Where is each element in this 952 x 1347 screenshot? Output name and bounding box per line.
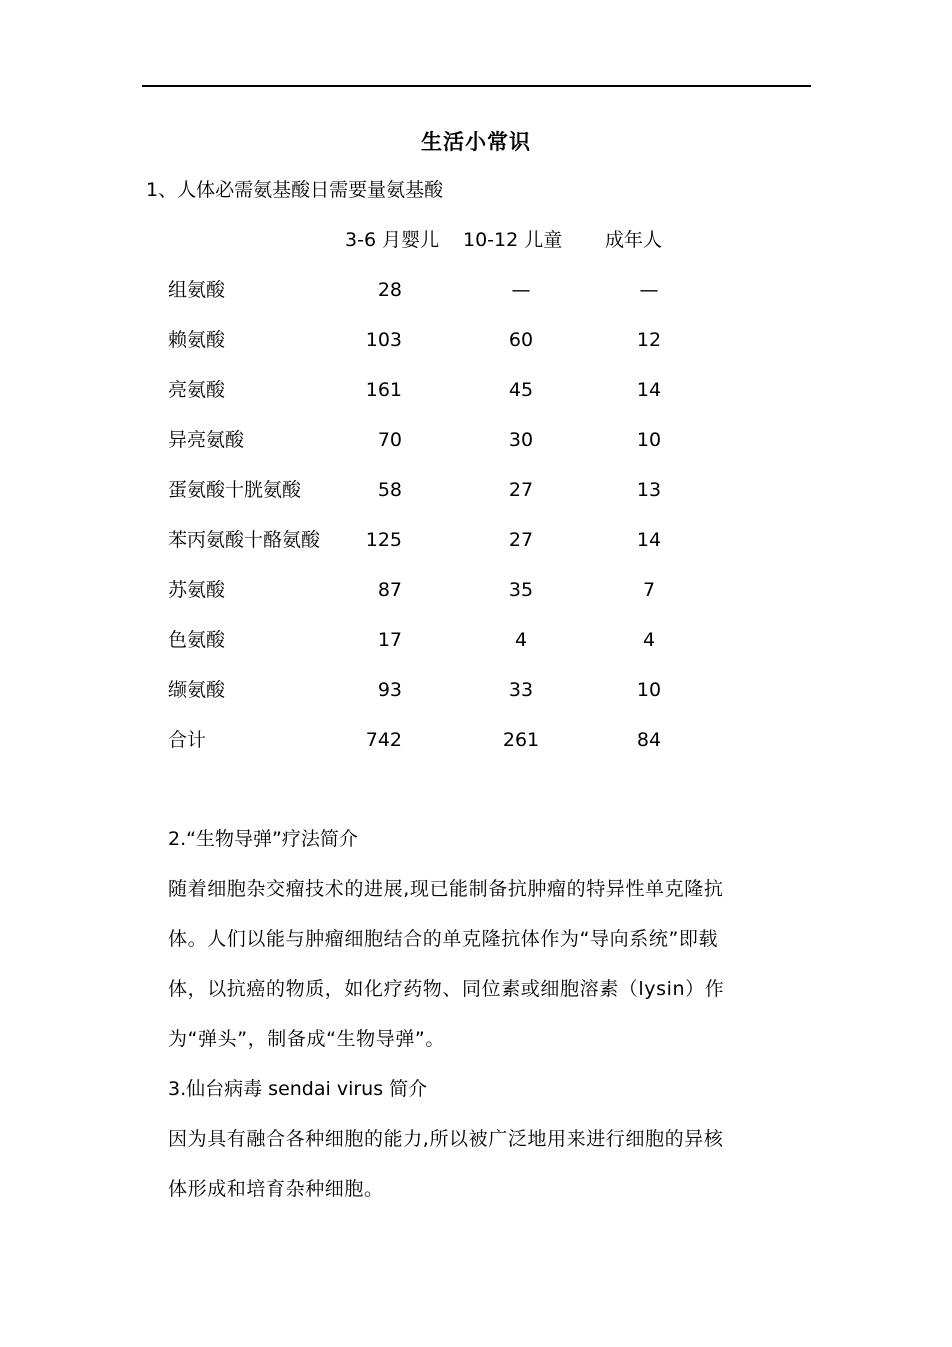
row-child-value: 27: [508, 529, 534, 551]
row-name: 赖氨酸: [168, 329, 226, 351]
section3-paragraph-line: 体形成和培育杂种细胞。: [168, 1178, 384, 1200]
row-infant-value: 28: [377, 279, 402, 301]
section2-paragraph-line: 体，以抗癌的物质，如化疗药物、同位素或细胞溶素（lysin）作: [168, 978, 725, 1000]
row-child-value: 4: [514, 629, 528, 651]
row-child-value: 35: [508, 579, 534, 601]
table-header-infant: 3-6 月婴儿: [345, 229, 440, 251]
row-child-value: 33: [508, 679, 534, 701]
section2-heading: 2.“生物导弹”疗法简介: [168, 828, 358, 850]
row-infant-value: 161: [365, 379, 402, 401]
row-infant-value: 70: [377, 429, 402, 451]
row-name: 亮氨酸: [168, 379, 226, 401]
row-child-value: 60: [508, 329, 534, 351]
row-infant-value: 742: [365, 729, 402, 751]
row-adult-value: 10: [636, 429, 662, 451]
row-adult-value: 84: [636, 729, 662, 751]
row-name: 合计: [168, 729, 207, 751]
row-name: 缬氨酸: [168, 679, 226, 701]
table-header-child: 10-12 儿童: [463, 229, 563, 251]
row-adult-value: 14: [636, 529, 662, 551]
row-adult-value: 10: [636, 679, 662, 701]
row-infant-value: 103: [365, 329, 402, 351]
section1-heading: 1、人体必需氨基酸日需要量氨基酸: [146, 179, 444, 201]
row-name: 组氨酸: [168, 279, 226, 301]
header-rule: [142, 85, 811, 87]
row-adult-value: 7: [642, 579, 656, 601]
row-name: 蛋氨酸十胱氨酸: [168, 479, 302, 501]
row-adult-value: 12: [636, 329, 662, 351]
row-child-value: 30: [508, 429, 534, 451]
row-adult-value: 4: [642, 629, 656, 651]
row-infant-value: 93: [377, 679, 402, 701]
row-infant-value: 58: [377, 479, 402, 501]
table-header-adult: 成年人: [605, 229, 663, 251]
row-infant-value: 17: [377, 629, 402, 651]
section3-paragraph-line: 因为具有融合各种细胞的能力,所以被广泛地用来进行细胞的异核: [168, 1128, 724, 1150]
section2-paragraph-line: 体。人们以能与肿瘤细胞结合的单克隆抗体作为“导向系统”即载: [168, 928, 719, 950]
row-child-value: 261: [502, 729, 540, 751]
row-infant-value: 125: [365, 529, 402, 551]
row-adult-value: 13: [636, 479, 662, 501]
row-adult-value: 14: [636, 379, 662, 401]
row-name: 异亮氨酸: [168, 429, 245, 451]
row-infant-value: 87: [377, 579, 402, 601]
row-name: 苯丙氨酸十酪氨酸: [168, 529, 321, 551]
row-child-value: 45: [508, 379, 534, 401]
section2-paragraph-line: 随着细胞杂交瘤技术的进展,现已能制备抗肿瘤的特异性单克隆抗: [168, 878, 724, 900]
row-child-value: 27: [508, 479, 534, 501]
row-adult-value: —: [639, 279, 659, 301]
section3-heading: 3.仙台病毒 sendai virus 简介: [168, 1078, 428, 1100]
row-name: 苏氨酸: [168, 579, 226, 601]
section2-paragraph-line: 为“弹头”，制备成“生物导弹”。: [168, 1028, 445, 1050]
row-name: 色氨酸: [168, 629, 226, 651]
page-title: 生活小常识: [421, 130, 531, 154]
row-child-value: —: [511, 279, 531, 301]
